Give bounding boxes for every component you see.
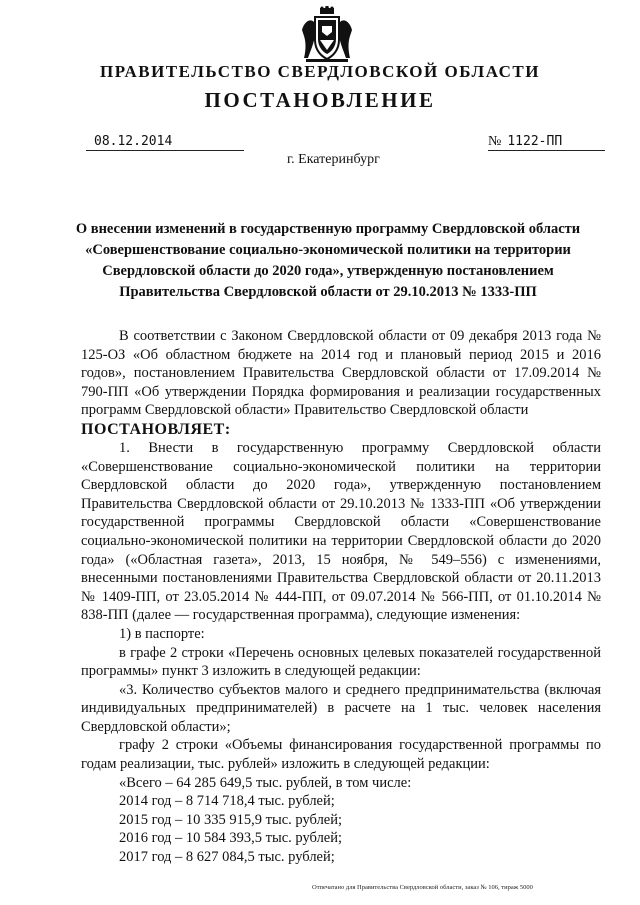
title-line: Правительства Свердловской области от 29.10.2013 № 1333-ПП <box>119 284 537 300</box>
preamble-paragraph: В соответствии с Законом Свердловской области от 09 декабря 2013 года № 125-ОЗ «Об областном бюджете на 2014 год и плановый период 2015 и 2016 годов», постановлением Правительства Свердловской области от 17.09.2014 № 790-ПП «Об утверждении Порядка формирования и реализации государственных программ Свердловской области» Правительство Свердловской области <box>81 328 601 419</box>
title-line: «Совершенствование социально-экономической политики на территории <box>85 242 571 258</box>
print-footer: Отпечатано для Правительства Свердловской области, заказ № 106, тираж 5000 <box>312 884 533 891</box>
funding-total: «Всего – 64 285 649,5 тыс. рублей, в том числе: <box>119 774 412 791</box>
number-value: 1122-ПП <box>507 134 563 149</box>
coat-of-arms-icon <box>298 6 356 64</box>
document-type: ПОСТАНОВЛЕНИЕ <box>204 88 436 112</box>
funding-year: 2016 год – 10 584 393,5 тыс. рублей; <box>119 830 343 847</box>
funding-year: 2017 год – 8 627 084,5 тыс. рублей; <box>119 849 335 866</box>
document-title <box>68 219 588 303</box>
title-line: Свердловской области до 2020 года», утвержденную постановлением <box>102 263 554 279</box>
subitem-1: 1) в паспорте: <box>119 625 205 642</box>
graph-2-paragraph-a: в графе 2 строки «Перечень основных целевых показателей государственной программы» пункт 3 изложить в следующей редакции: <box>81 644 601 680</box>
quote-paragraph: «3. Количество субъектов малого и среднего предпринимательства (включая индивидуальных предпринимателей) в расчете на 1 тыс. человек населения Свердловской области»; <box>81 681 601 735</box>
city: г. Екатеринбург <box>287 152 380 167</box>
graph-2-paragraph-b: графу 2 строки «Объемы финансирования государственной программы по годам реализации, тыс. рублей» изложить в следующей редакции: <box>81 737 601 773</box>
funding-year: 2014 год – 8 714 718,4 тыс. рублей; <box>119 793 335 810</box>
document-body <box>81 327 601 867</box>
document-number <box>488 133 605 151</box>
title-line: О внесении изменений в государственную программу Свердловской области <box>75 221 581 237</box>
number-sign: № <box>488 134 502 149</box>
funding-year: 2015 год – 10 335 915,9 тыс. рублей; <box>119 811 343 828</box>
resolves-heading: ПОСТАНОВЛЯЕТ: <box>81 420 231 438</box>
document-date: 08.12.2014 <box>86 133 244 151</box>
item-1-paragraph: 1. Внести в государственную программу Свердловской области «Совершенствование социально-экономической политики на территории Свердловской области до 2020 года», утвержденную постановлением Правительства Свердловской области от 29.10.2013 № 1333-ПП «Об утверждении государственной программы Свердловской области «Совершенствование социально-экономической политики на территории Свердловской области до 2020 года» («Областная газета», 2013, 15 ноября, № 549–556) с изменениями, внесенными постановлениями Правительства Свердловской области от 20.11.2013 № 1409-ПП, от 23.05.2014 № 444-ПП, от 09.07.2014 № 566-ПП, от 01.10.2014 № 838-ПП (далее — государственная программа), следующие изменения: <box>81 439 601 624</box>
organization-name: ПРАВИТЕЛЬСТВО СВЕРДЛОВСКОЙ ОБЛАСТИ <box>100 62 540 81</box>
